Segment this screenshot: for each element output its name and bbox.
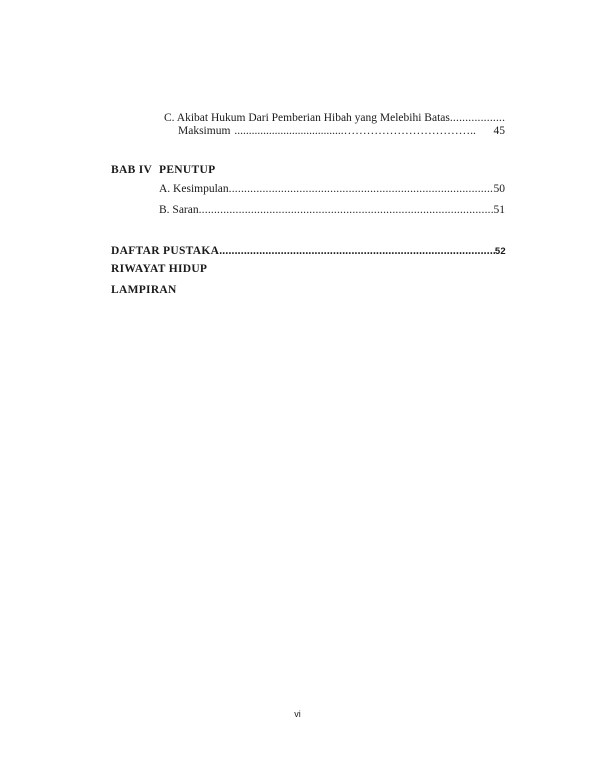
toc-entry-saran <box>159 203 505 217</box>
toc-entry-c-line1 <box>164 111 505 125</box>
chapter-title-text: PENUTUP <box>159 164 216 176</box>
dot-leader <box>199 203 494 217</box>
chapter-number: BAB IV <box>111 164 153 176</box>
toc-entry-label: DAFTAR PUSTAKA <box>111 245 220 257</box>
toc-page-number: 51 <box>493 204 505 216</box>
chapter-title <box>159 164 215 176</box>
chapter-heading-bab4 <box>111 164 152 176</box>
page-number: vi <box>294 709 301 719</box>
toc-entry-label: B. Saran <box>159 204 199 216</box>
toc-page-number: 50 <box>493 183 505 195</box>
toc-entry-label: A. Kesimpulan <box>159 183 229 195</box>
toc-entry-label: C. Akibat Hukum Dari Pemberian Hibah yang Melebihi Batas <box>164 112 450 124</box>
toc-entry-continuation: Maksimum <box>178 125 231 137</box>
toc-entry-kesimpulan <box>159 182 505 196</box>
dot-leader-text: ......................................…………………………….. <box>234 125 476 137</box>
toc-entry-riwayat-hidup <box>111 263 207 275</box>
toc-entry-label: LAMPIRAN <box>111 284 177 296</box>
dot-leader <box>450 111 505 125</box>
dot-leader <box>229 182 494 196</box>
toc-entry-lampiran <box>111 284 177 296</box>
toc-page-number: 52 <box>494 246 506 257</box>
dot-leader <box>219 244 495 258</box>
toc-entry-daftar-pustaka <box>111 244 506 259</box>
toc-page-number: 45 <box>493 125 505 137</box>
toc-entry-label: RIWAYAT HIDUP <box>111 263 208 275</box>
toc-entry-c-line2 <box>178 124 505 138</box>
